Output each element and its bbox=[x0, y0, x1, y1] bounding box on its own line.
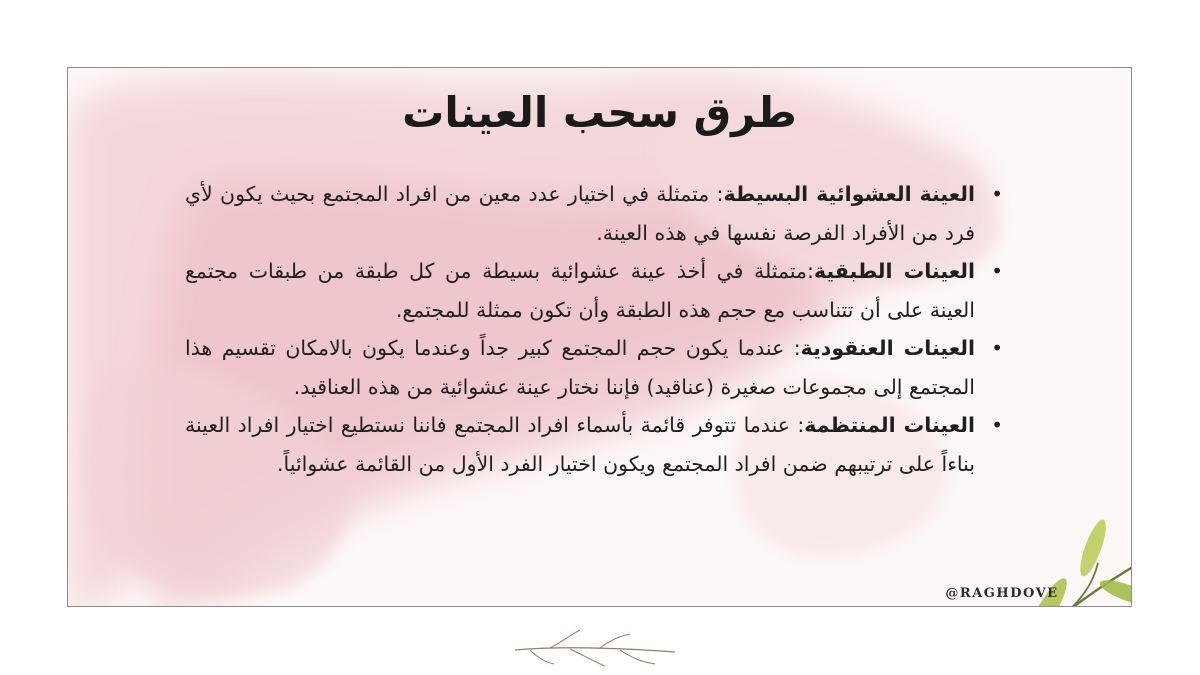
item-term: العينات الطبقية bbox=[813, 259, 975, 283]
bullet-icon: • bbox=[991, 259, 1003, 283]
bullet-icon: • bbox=[991, 413, 1003, 437]
item-term: العينة العشوائية البسيطة bbox=[723, 182, 975, 206]
item-term: العينات المنتظمة bbox=[804, 413, 975, 437]
item-description: : عندما تتوفر قائمة بأسماء افراد المجتمع فاننا نستطيع اختيار افراد العينة بناءاً على ترتيبهم ضمن افراد المجتمع ويكون اختيار الفرد الأول من القائمة عشوائياً. bbox=[185, 413, 975, 476]
twig-ornament bbox=[510, 628, 680, 668]
page-title: طرق سحب العينات bbox=[402, 88, 797, 137]
list-item bbox=[185, 175, 1005, 252]
item-description: : متمثلة في اختيار عدد معين من افراد المجتمع بحيث يكون لأي فرد من الأفراد الفرصة نفسها في هذه العينة. bbox=[185, 182, 975, 245]
item-description: :متمثلة في أخذ عينة عشوائية بسيطة من كل طبقة من طبقات مجتمع العينة على أن تتناسب مع حجم هذه الطبقة وأن تكون ممثلة للمجتمع. bbox=[185, 259, 975, 322]
list-item bbox=[185, 252, 1005, 329]
list-item bbox=[185, 406, 1005, 483]
bullet-icon: • bbox=[991, 182, 1003, 206]
bullet-icon: • bbox=[991, 336, 1003, 360]
item-term: العينات العنقودية bbox=[800, 336, 975, 360]
list-item bbox=[185, 329, 1005, 406]
item-description: : عندما يكون حجم المجتمع كبير جداً وعندما يكون بالامكان تقسيم هذا المجتمع إلى مجموعات صغيرة (عناقيد) فإننا نختار عينة عشوائية من هذه العناقيد. bbox=[185, 336, 975, 399]
author-handle: @RAGHDOVE bbox=[945, 586, 1059, 601]
sampling-methods-list bbox=[185, 175, 1005, 483]
